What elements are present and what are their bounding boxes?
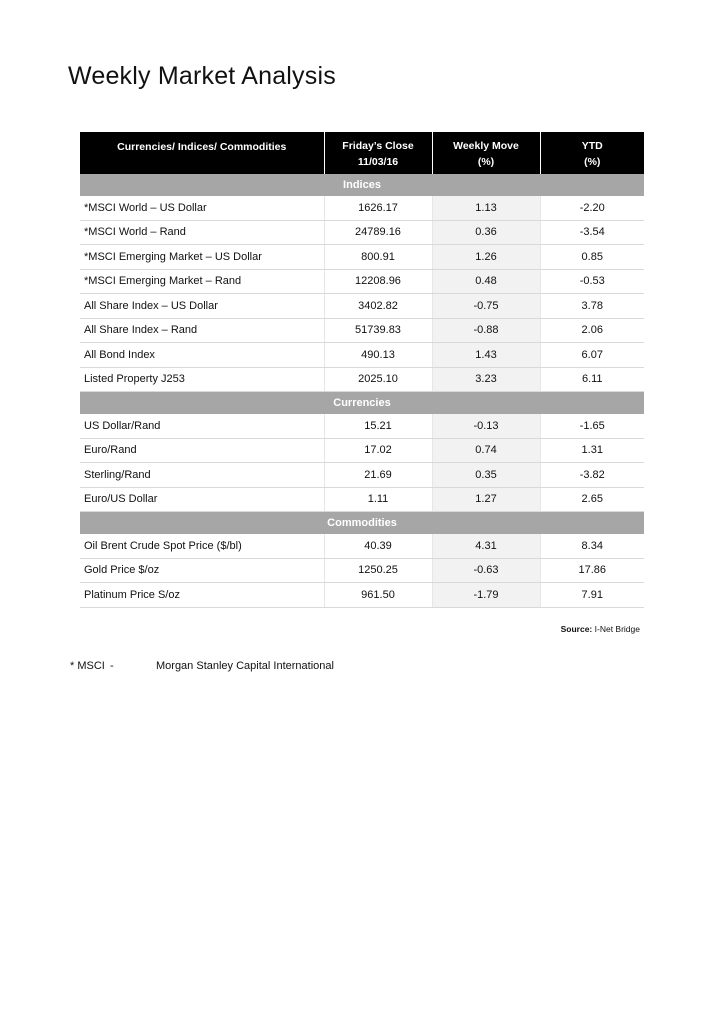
cell-instrument: Euro/Rand <box>80 438 324 463</box>
cell-weekly-move: 1.26 <box>432 245 540 270</box>
cell-close: 51739.83 <box>324 318 432 343</box>
cell-close: 24789.16 <box>324 220 432 245</box>
cell-close: 2025.10 <box>324 367 432 392</box>
section-title: Currencies <box>80 392 644 415</box>
cell-close: 490.13 <box>324 343 432 368</box>
table-body <box>80 174 644 607</box>
cell-weekly-move: 0.48 <box>432 269 540 294</box>
cell-weekly-move: 0.74 <box>432 438 540 463</box>
cell-weekly-move: 3.23 <box>432 367 540 392</box>
source-value: I-Net Bridge <box>594 624 640 634</box>
cell-ytd: -2.20 <box>540 196 644 220</box>
cell-ytd: 17.86 <box>540 558 644 583</box>
table-row <box>80 487 644 512</box>
cell-ytd: 2.06 <box>540 318 644 343</box>
cell-instrument: Gold Price $/oz <box>80 558 324 583</box>
table-row <box>80 367 644 392</box>
table-row <box>80 245 644 270</box>
cell-instrument: Oil Brent Crude Spot Price ($/bl) <box>80 534 324 558</box>
table-row <box>80 438 644 463</box>
table-row <box>80 558 644 583</box>
cell-ytd: 2.65 <box>540 487 644 512</box>
cell-ytd: -3.82 <box>540 463 644 488</box>
table-row <box>80 583 644 608</box>
table-header-row <box>80 132 644 174</box>
cell-instrument: Listed Property J253 <box>80 367 324 392</box>
table-row <box>80 463 644 488</box>
cell-close: 3402.82 <box>324 294 432 319</box>
cell-weekly-move: 0.36 <box>432 220 540 245</box>
cell-instrument: *MSCI Emerging Market – US Dollar <box>80 245 324 270</box>
table-row <box>80 318 644 343</box>
header-instrument: Currencies/ Indices/ Commodities <box>80 132 324 174</box>
cell-weekly-move: -1.79 <box>432 583 540 608</box>
cell-ytd: 3.78 <box>540 294 644 319</box>
cell-close: 961.50 <box>324 583 432 608</box>
cell-instrument: All Share Index – US Dollar <box>80 294 324 319</box>
table-row <box>80 269 644 294</box>
cell-ytd: 0.85 <box>540 245 644 270</box>
cell-ytd: -0.53 <box>540 269 644 294</box>
cell-weekly-move: 1.13 <box>432 196 540 220</box>
cell-weekly-move: -0.13 <box>432 414 540 438</box>
section-row <box>80 512 644 535</box>
table-row <box>80 414 644 438</box>
cell-weekly-move: 1.43 <box>432 343 540 368</box>
table-row <box>80 343 644 368</box>
cell-instrument: Platinum Price S/oz <box>80 583 324 608</box>
cell-weekly-move: -0.75 <box>432 294 540 319</box>
table-row <box>80 196 644 220</box>
cell-ytd: 6.07 <box>540 343 644 368</box>
cell-close: 21.69 <box>324 463 432 488</box>
footnote-text: Morgan Stanley Capital International <box>156 660 334 672</box>
source-label: Source: <box>560 624 593 634</box>
cell-ytd: 8.34 <box>540 534 644 558</box>
cell-weekly-move: -0.63 <box>432 558 540 583</box>
cell-ytd: 1.31 <box>540 438 644 463</box>
cell-close: 17.02 <box>324 438 432 463</box>
cell-ytd: -1.65 <box>540 414 644 438</box>
cell-instrument: *MSCI World – Rand <box>80 220 324 245</box>
cell-instrument: All Bond Index <box>80 343 324 368</box>
footnote-abbr: * MSCI <box>70 660 105 672</box>
cell-instrument: All Share Index – Rand <box>80 318 324 343</box>
header-weekly-move: Weekly Move (%) <box>432 132 540 174</box>
cell-weekly-move: -0.88 <box>432 318 540 343</box>
section-row <box>80 392 644 415</box>
footnote-dash: - <box>110 660 114 672</box>
section-title: Indices <box>80 174 644 196</box>
header-fridays-close: Friday’s Close 11/03/16 <box>324 132 432 174</box>
table-row <box>80 220 644 245</box>
source-note <box>80 624 640 634</box>
cell-instrument: Euro/US Dollar <box>80 487 324 512</box>
cell-close: 1626.17 <box>324 196 432 220</box>
cell-close: 1.11 <box>324 487 432 512</box>
section-title: Commodities <box>80 512 644 535</box>
page-title: Weekly Market Analysis <box>68 62 336 90</box>
cell-instrument: Sterling/Rand <box>80 463 324 488</box>
cell-instrument: *MSCI World – US Dollar <box>80 196 324 220</box>
cell-close: 800.91 <box>324 245 432 270</box>
cell-close: 40.39 <box>324 534 432 558</box>
table-row <box>80 294 644 319</box>
section-row <box>80 174 644 196</box>
cell-instrument: *MSCI Emerging Market – Rand <box>80 269 324 294</box>
cell-weekly-move: 1.27 <box>432 487 540 512</box>
cell-ytd: 6.11 <box>540 367 644 392</box>
cell-weekly-move: 4.31 <box>432 534 540 558</box>
table-row <box>80 534 644 558</box>
cell-weekly-move: 0.35 <box>432 463 540 488</box>
footnote <box>70 660 334 672</box>
header-ytd: YTD (%) <box>540 132 644 174</box>
cell-ytd: 7.91 <box>540 583 644 608</box>
cell-instrument: US Dollar/Rand <box>80 414 324 438</box>
cell-close: 15.21 <box>324 414 432 438</box>
cell-close: 12208.96 <box>324 269 432 294</box>
market-table <box>80 132 644 608</box>
cell-ytd: -3.54 <box>540 220 644 245</box>
cell-close: 1250.25 <box>324 558 432 583</box>
